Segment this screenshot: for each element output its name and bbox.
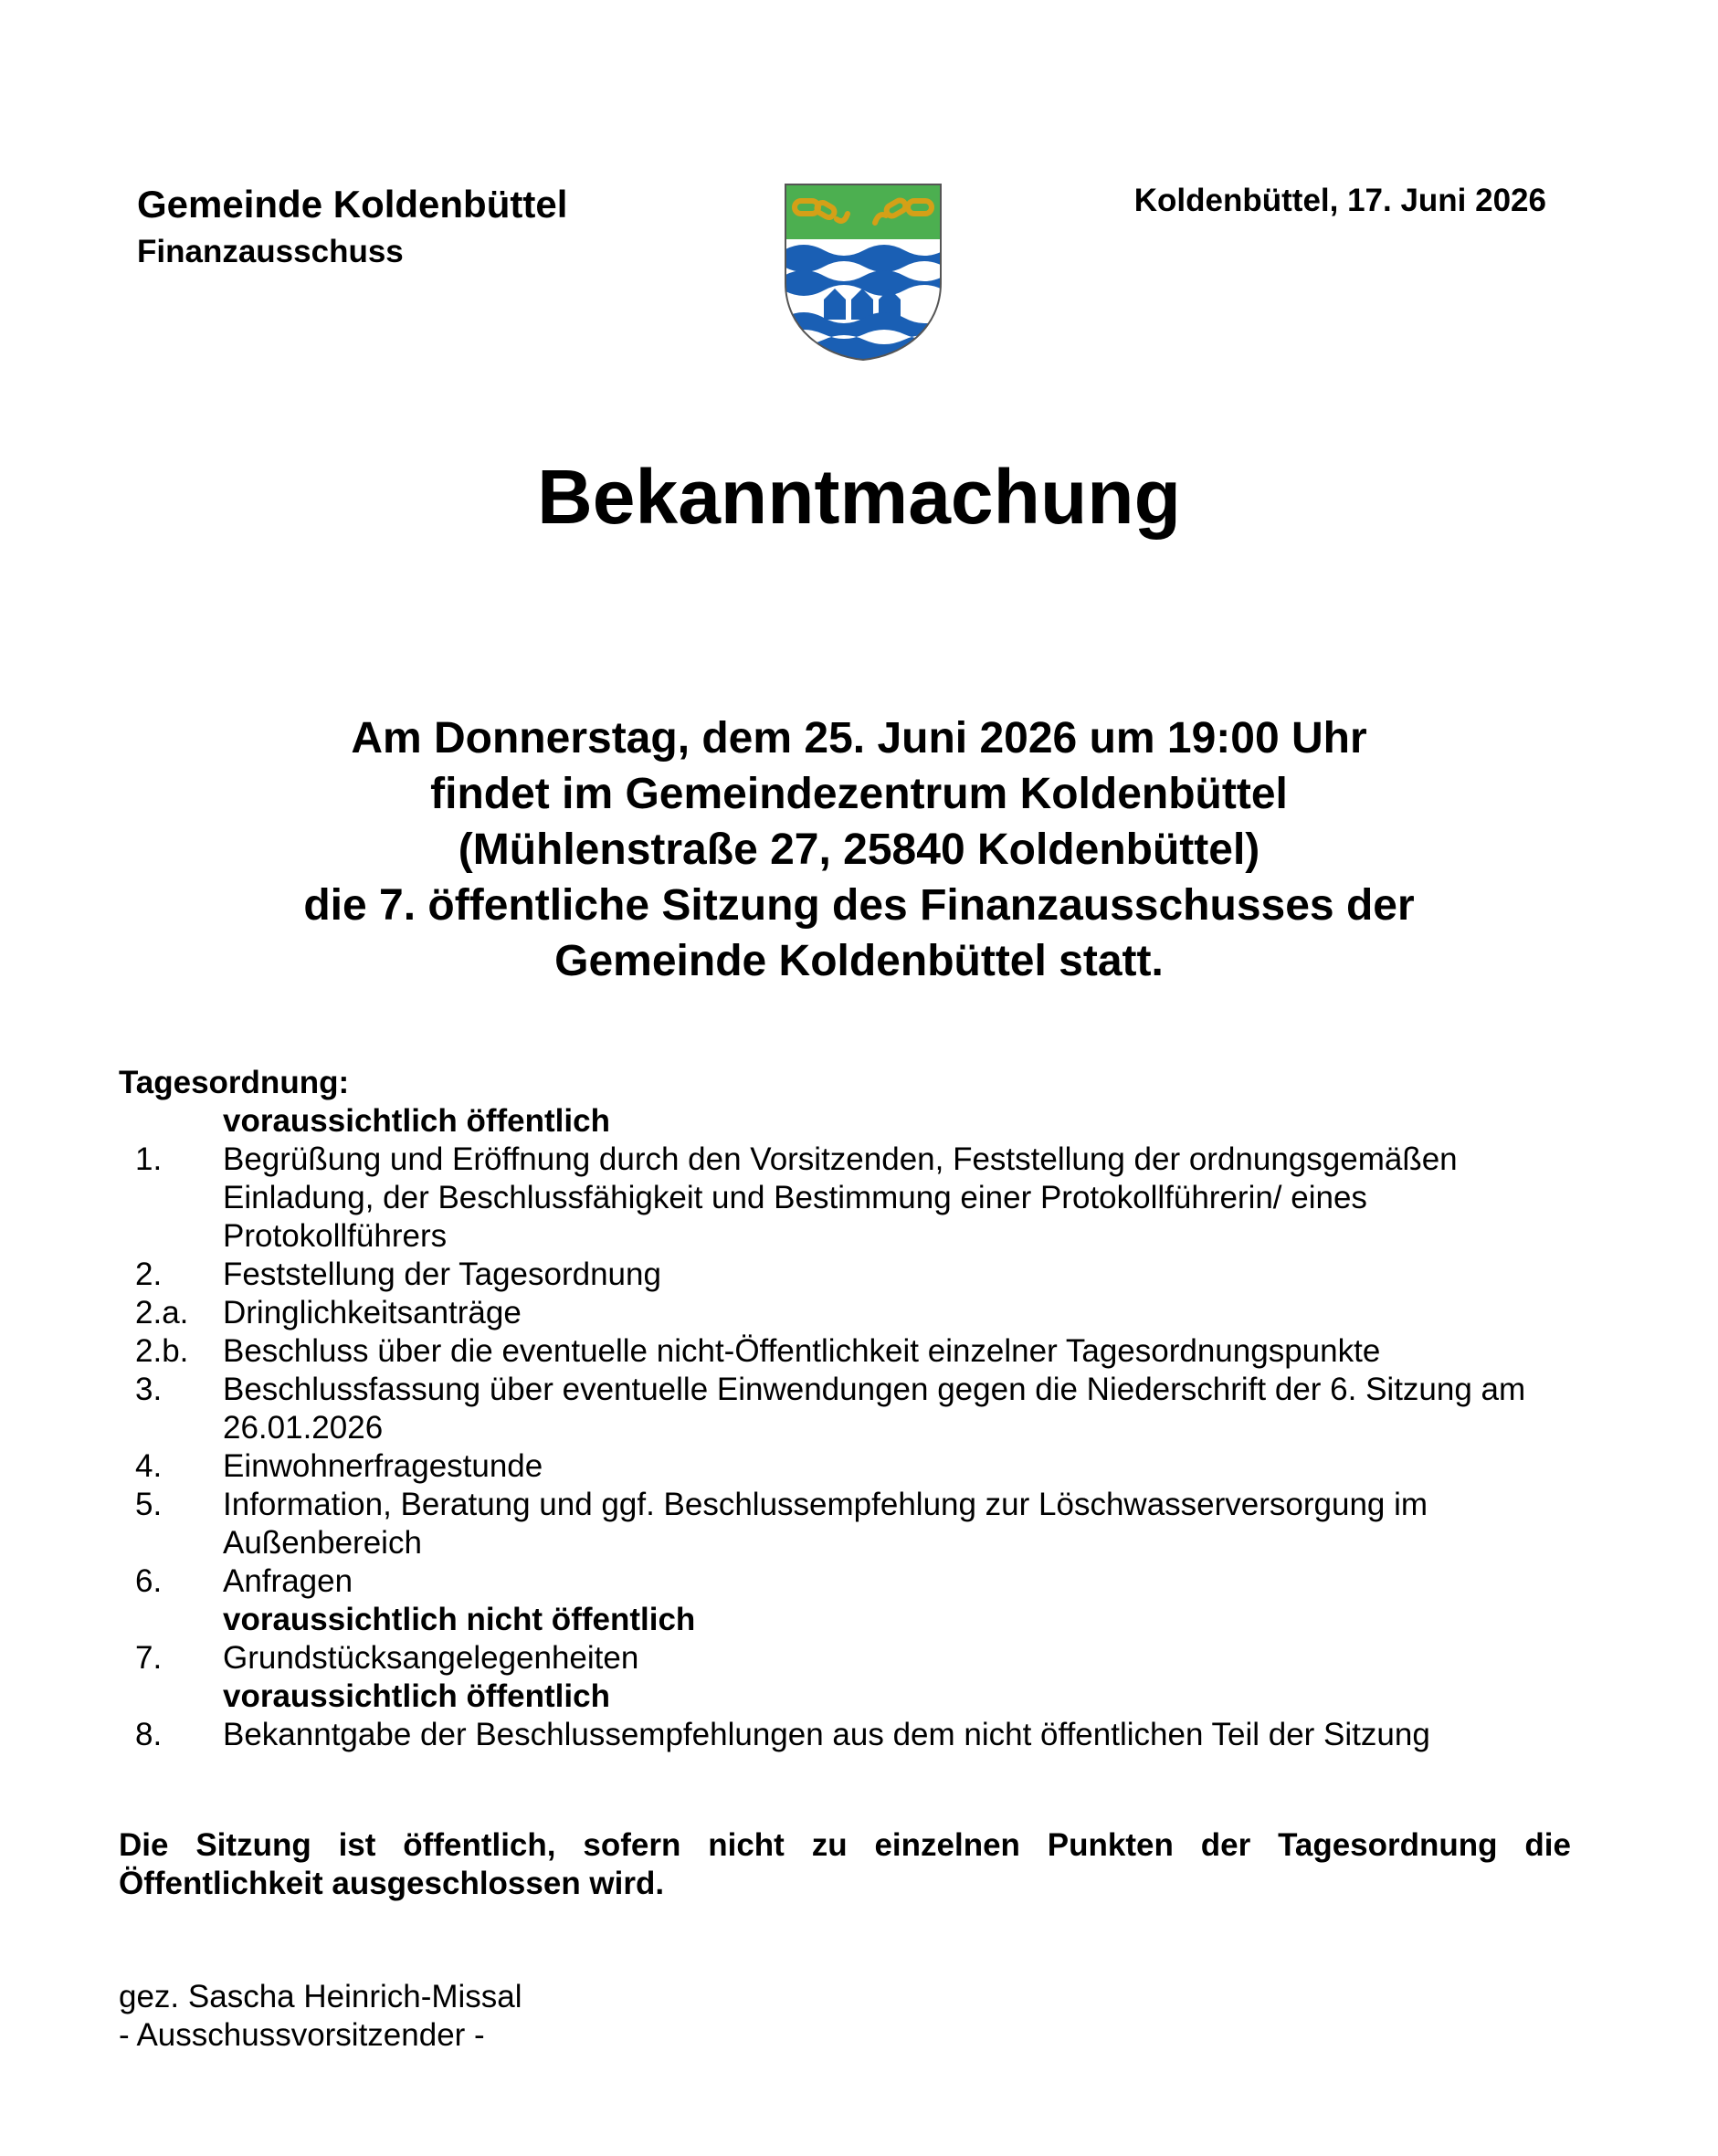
signatory-role: - Ausschussvorsitzender -	[119, 2017, 485, 2053]
page-title: Bekanntmachung	[537, 454, 1181, 540]
agenda-item-number: 1.	[135, 1141, 163, 1177]
agenda-item	[119, 1294, 1598, 1332]
agenda-item	[119, 1639, 1598, 1677]
agenda-item-text: Anfragen	[223, 1563, 353, 1599]
agenda-item	[119, 1332, 1598, 1371]
coat-of-arms-icon	[784, 183, 943, 362]
agenda-item-number: 2.b.	[135, 1333, 189, 1369]
agenda-item	[119, 1141, 1598, 1256]
agenda-section-label: voraussichtlich öffentlich	[223, 1678, 610, 1714]
agenda-item-text: Beschluss über die eventuelle nicht-Öffentlichkeit einzelner Tagesordnungspunkte	[223, 1333, 1381, 1369]
announcement-line: Am Donnerstag, dem 25. Juni 2026 um 19:00 Uhr	[351, 714, 1367, 762]
agenda-item-text: Information, Beratung und ggf. Beschlussempfehlung zur Löschwasserversorgung im Außenbereich	[223, 1487, 1428, 1561]
agenda-heading: Tagesordnung:	[119, 1065, 350, 1100]
signature-block	[119, 1978, 522, 2055]
announcement-line: (Mühlenstraße 27, 25840 Koldenbüttel)	[458, 826, 1260, 874]
signatory-name: gez. Sascha Heinrich-Missal	[119, 1979, 522, 2014]
agenda-item	[119, 1562, 1598, 1601]
committee-name: Finanzausschuss	[137, 234, 404, 269]
agenda-item-number: 8.	[135, 1717, 163, 1752]
agenda-item	[119, 1486, 1598, 1562]
agenda-item-text: Bekanntgabe der Beschlussempfehlungen aus dem nicht öffentlichen Teil der Sitzung	[223, 1717, 1430, 1752]
agenda-item-text: Grundstücksangelegenheiten	[223, 1640, 639, 1676]
agenda-item-number: 7.	[135, 1640, 163, 1676]
agenda	[119, 1064, 1598, 1754]
agenda-item-number: 3.	[135, 1372, 163, 1407]
agenda-item	[119, 1716, 1598, 1754]
agenda-item	[119, 1256, 1598, 1294]
agenda-item-text: Feststellung der Tagesordnung	[223, 1257, 661, 1292]
public-session-note: Die Sitzung ist öffentlich, sofern nicht zu einzelnen Punkten der Tagesordnung die Öffentlichkeit ausgeschlossen wird.	[119, 1827, 1571, 1901]
agenda-section-label: voraussichtlich nicht öffentlich	[223, 1602, 696, 1637]
agenda-item-text: Dringlichkeitsanträge	[223, 1295, 522, 1330]
announcement-line: die 7. öffentliche Sitzung des Finanzausschusses der	[303, 881, 1415, 930]
meeting-announcement	[137, 710, 1581, 989]
announcement-line: findet im Gemeindezentrum Koldenbüttel	[430, 770, 1288, 818]
agenda-item	[119, 1447, 1598, 1486]
agenda-item-number: 5.	[135, 1487, 163, 1522]
agenda-item-number: 2.a.	[135, 1295, 189, 1330]
agenda-item-number: 2.	[135, 1257, 163, 1292]
municipality-name: Gemeinde Koldenbüttel	[137, 183, 568, 226]
place-and-date: Koldenbüttel, 17. Juni 2026	[1133, 183, 1546, 218]
agenda-item-text: Einwohnerfragestunde	[223, 1448, 543, 1484]
agenda-item	[119, 1371, 1598, 1447]
announcement-line: Gemeinde Koldenbüttel statt.	[554, 937, 1164, 985]
agenda-item-text: Begrüßung und Eröffnung durch den Vorsitzenden, Feststellung der ordnungsgemäßen Einladung, der Beschlussfähigkeit und Bestimmung einer Protokollführerin/ eines Protokollführers	[223, 1141, 1458, 1254]
agenda-item-number: 4.	[135, 1448, 163, 1484]
agenda-item-text: Beschlussfassung über eventuelle Einwendungen gegen die Niederschrift der 6. Sitzung am 26.01.2026	[223, 1372, 1526, 1446]
agenda-item-number: 6.	[135, 1563, 163, 1599]
agenda-section-label: voraussichtlich öffentlich	[223, 1103, 610, 1139]
